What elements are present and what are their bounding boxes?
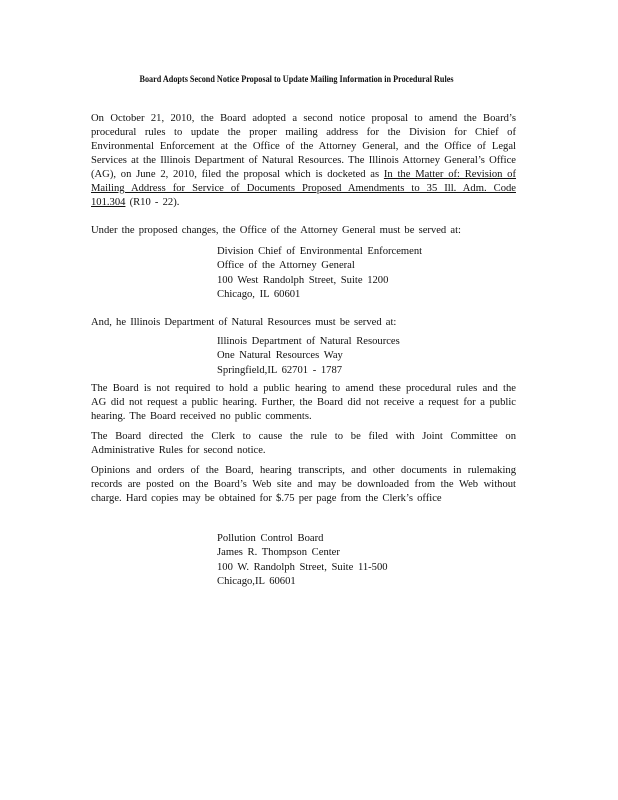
address-attorney-general [217,245,422,302]
paragraph-ag-service: Under the proposed changes, the Office of the Attorney General must be served at: [91,225,461,236]
docket-title: In the Matter of: Revision of Mailing Address for Service of Documents Proposed Amendments to 35 Ill. Adm. Code 101.304 [91,169,517,208]
address-line: One Natural Resources Way [217,350,343,362]
document-title: Board Adopts Second Notice Proposal to Update Mailing Information in Procedural Rules [139,75,454,85]
address-line: Division Chief of Environmental Enforcement [217,246,423,257]
address-line: James R. Thompson Center [217,547,340,559]
paragraph-filing: The Board directed the Clerk to cause the rule to be filed with Joint Committee on Administrative Rules for second notice. [91,431,516,456]
paragraph-intro [91,112,516,210]
address-natural-resources [217,335,400,378]
paragraph-dnr-service: And, he Illinois Department of Natural Resources must be served at: [91,317,397,328]
address-line: Office of the Attorney General [217,260,355,272]
intro-text: On October 21, 2010, the Board adopted a second notice proposal to amend the Board’s procedural rules to update the proper mailing address for the Division for Chief of Environmental Enforcement at the Office of the Attorney General, and the Office of Legal Services at the Illinois Department of Natural Resources. The Illinois Attorney General’s Office (AG), on June 2, 2010, filed the proposal which is docketed as [91,113,516,180]
address-pollution-control-board [217,532,388,589]
address-line: Pollution Control Board [217,533,324,544]
address-line: Illinois Department of Natural Resources [217,336,400,347]
address-line: Springfield,IL 62701 - 1787 [217,364,343,376]
paragraph-hearing: The Board is not required to hold a public hearing to amend these procedural rules and the AG did not request a public hearing. Further, the Board did not receive a request for a public hearing. The Board received no public comments. [91,383,516,422]
address-line: Chicago, IL 60601 [217,288,301,300]
address-line: Chicago,IL 60601 [217,575,296,587]
address-line: 100 W. Randolph Street, Suite 11-500 [217,561,388,573]
paragraph-documents: Opinions and orders of the Board, hearing transcripts, and other documents in rulemaking records are posted on the Board’s Web site and may be downloaded from the Web without charge. Hard copies may be obtained for $.75 per page from the Clerk’s office [91,465,516,504]
address-line: 100 West Randolph Street, Suite 1200 [217,274,389,286]
docket-number: (R10 - 22). [125,197,180,208]
